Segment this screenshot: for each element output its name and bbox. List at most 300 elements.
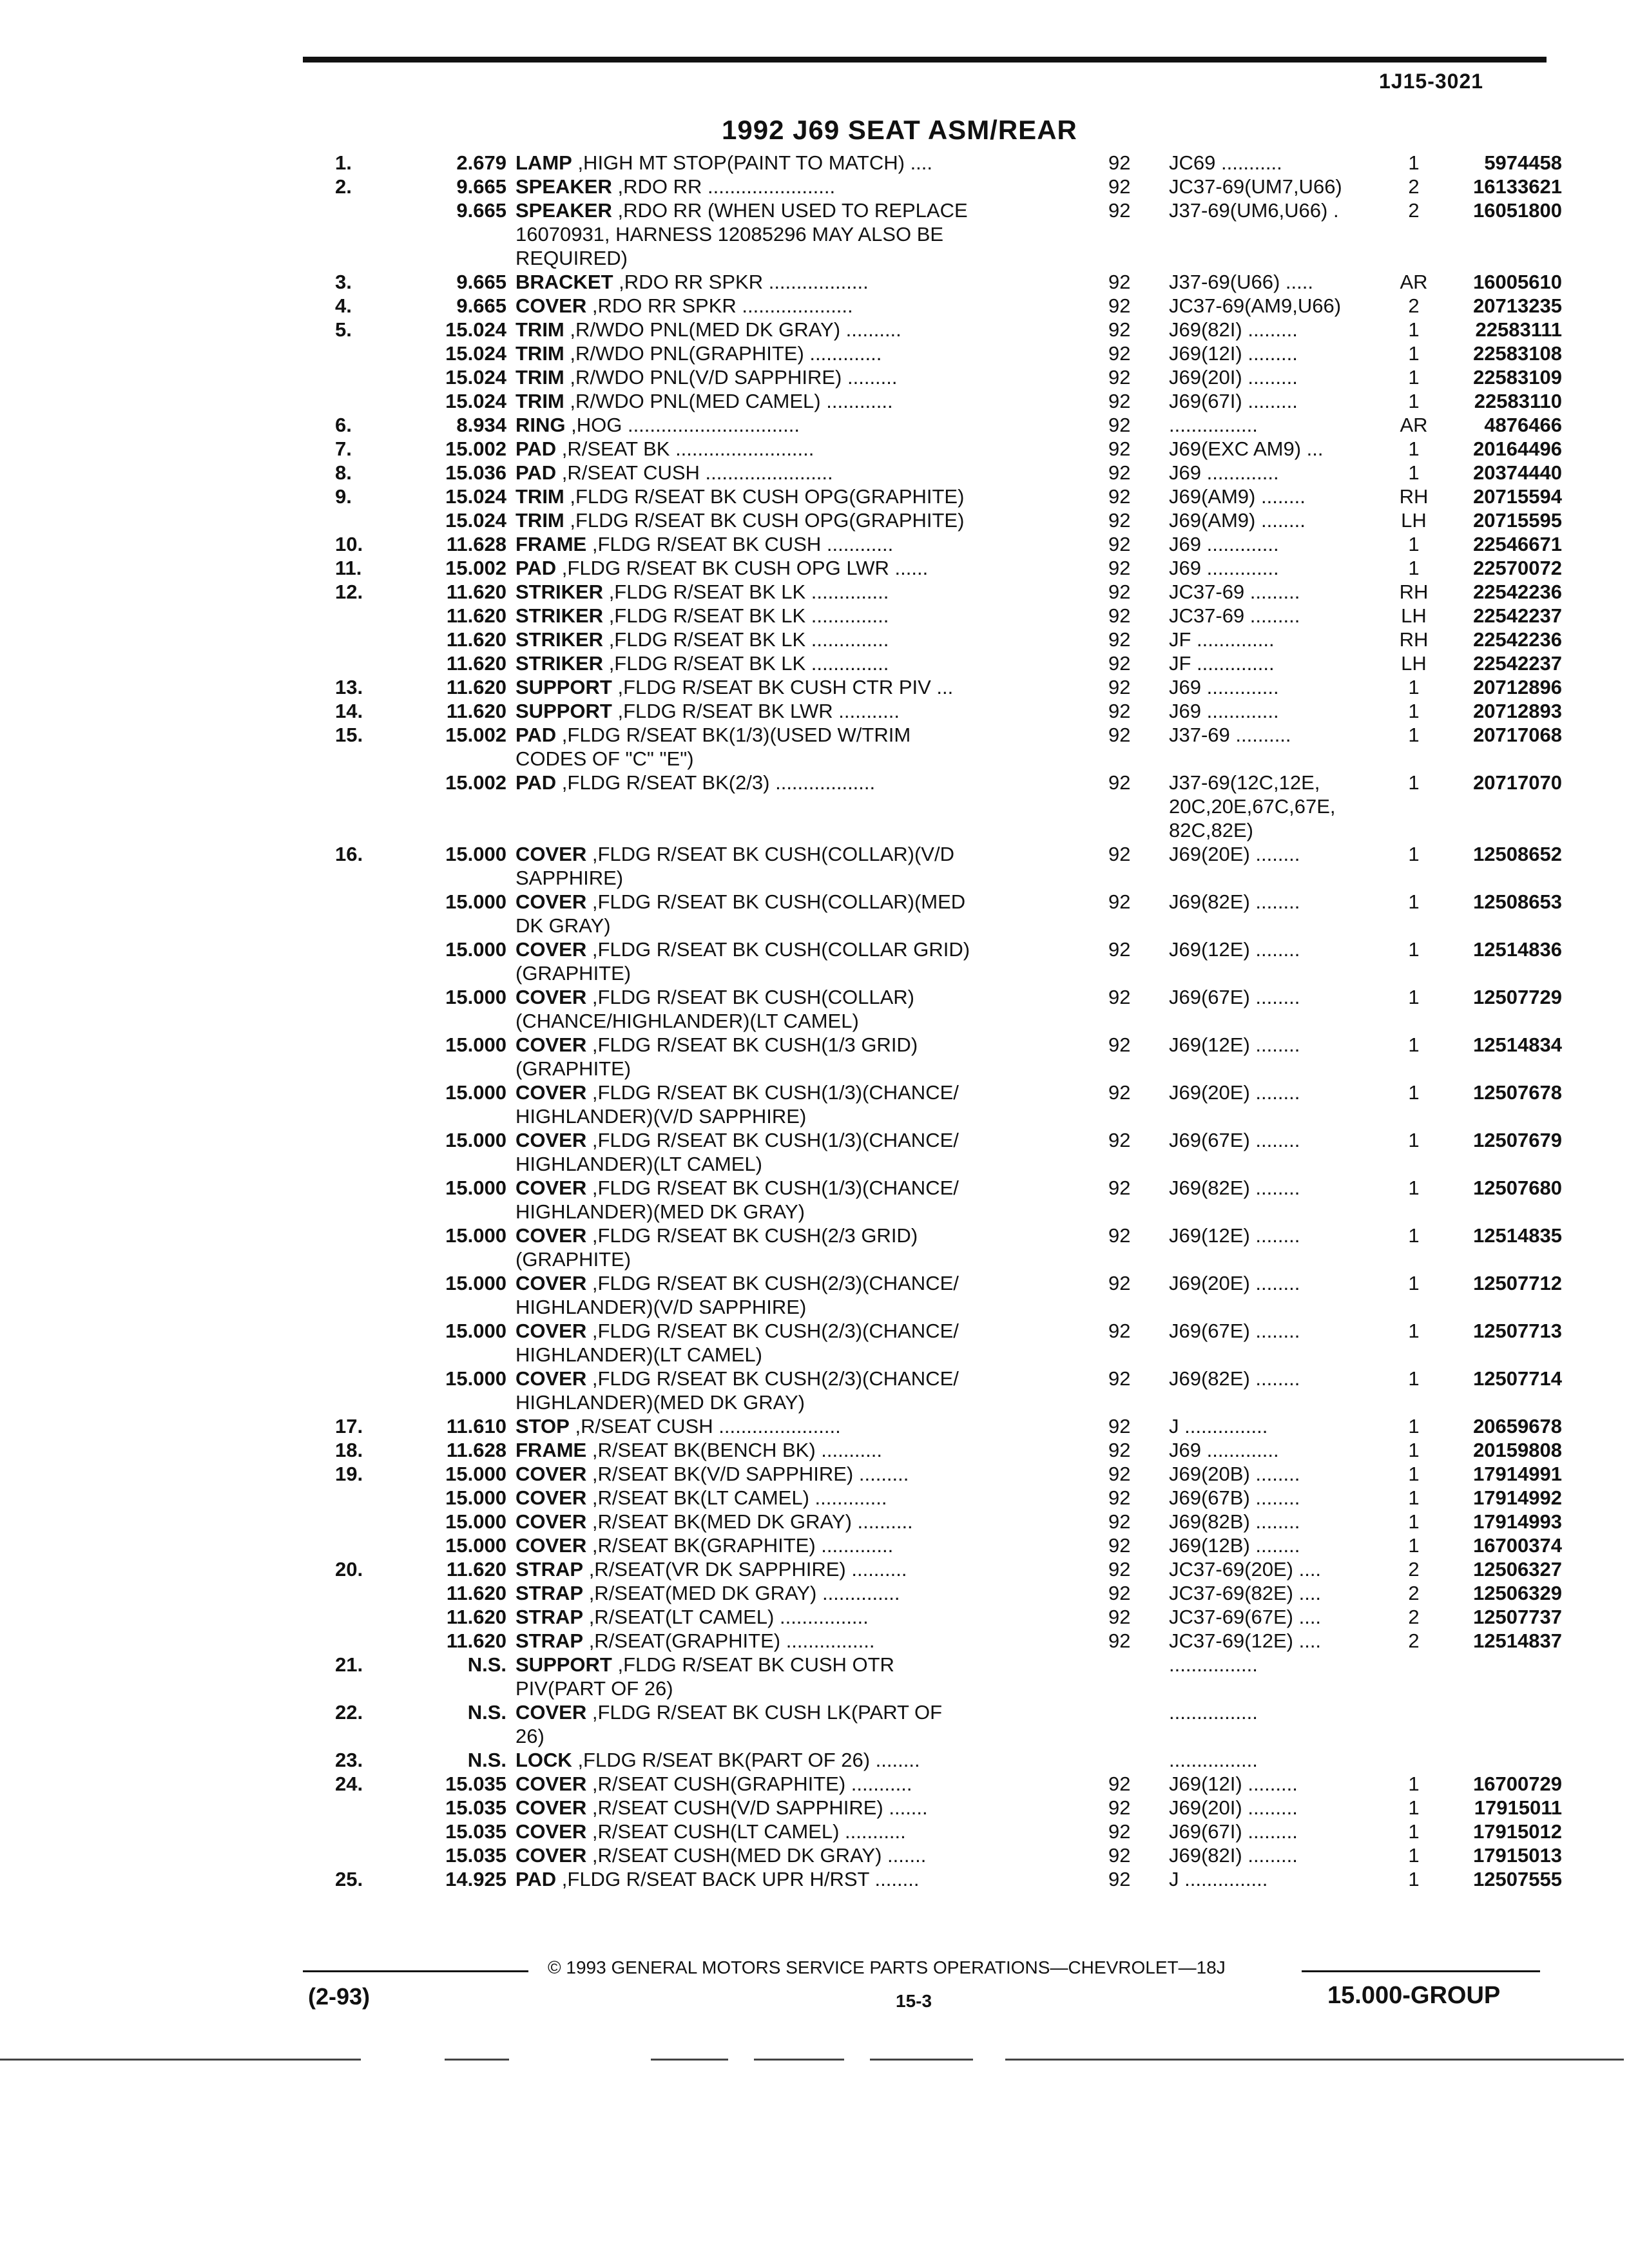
description (516, 1581, 1089, 1605)
description (516, 461, 1089, 485)
model-year: 92 (1108, 1796, 1131, 1819)
group-number-cell: 15.024 (445, 366, 506, 389)
model-year: 92 (1108, 151, 1131, 174)
page-number: 15-3 (896, 1991, 932, 2011)
description (516, 294, 1089, 318)
quantity: 2 (1408, 1582, 1420, 1604)
model-year: 92 (1108, 1463, 1131, 1485)
description (516, 1033, 1089, 1081)
part-name: LOCK (516, 1749, 572, 1771)
model-codes: J ............... (1169, 1415, 1268, 1437)
part-name: COVER (516, 1224, 587, 1247)
model-codes: JC37-69 ......... (1169, 581, 1300, 603)
part-detail: ,R/SEAT CUSH(GRAPHITE) ........... (586, 1773, 912, 1795)
page-code: 1J15-3021 (1379, 70, 1484, 93)
model-codes: ................ (1169, 1653, 1258, 1676)
description (516, 1557, 1089, 1581)
part-row (335, 175, 1562, 198)
description (516, 1533, 1089, 1557)
description (516, 318, 1089, 341)
part-number: 12514836 (1473, 938, 1562, 961)
part-name: STRAP (516, 1582, 584, 1604)
part-row (335, 1653, 1559, 1700)
group-number-cell: N.S. (467, 1701, 506, 1724)
part-row (335, 699, 1562, 723)
description (516, 1414, 1089, 1438)
part-number: 22583110 (1474, 390, 1562, 412)
part-detail: ,FLDG R/SEAT BK(2/3) .................. (556, 771, 876, 794)
part-name: COVER (516, 1463, 587, 1485)
part-detail: ,FLDG R/SEAT BK(1/3)(USED W/TRIM CODES OF "C" "E") (516, 724, 911, 770)
footer-rule-right (1302, 1970, 1540, 1972)
quantity: LH (1401, 509, 1427, 532)
description (516, 1128, 1089, 1176)
part-name: SPEAKER (516, 199, 612, 222)
part-name: COVER (516, 1177, 587, 1199)
quantity: AR (1400, 414, 1428, 436)
part-number: 22583108 (1473, 342, 1562, 365)
part-row (335, 1224, 1562, 1271)
part-name: PAD (516, 771, 557, 794)
model-year: 92 (1108, 1773, 1131, 1795)
quantity: 1 (1408, 1868, 1420, 1890)
part-number: 16005610 (1473, 271, 1562, 293)
part-row (335, 1367, 1562, 1414)
group-number-cell: 11.620 (446, 652, 506, 675)
part-detail: ,HOG ............................... (565, 414, 800, 436)
quantity: 1 (1408, 1820, 1420, 1843)
model-year: 92 (1108, 1606, 1131, 1628)
group-number-cell: 14.925 (445, 1868, 506, 1890)
model-year: 92 (1108, 1558, 1131, 1581)
model-codes: J69(20E) ........ (1169, 1272, 1300, 1294)
part-number: 12507729 (1473, 986, 1562, 1008)
group-number-cell: 9.665 (456, 271, 506, 293)
part-name: COVER (516, 1272, 587, 1294)
group-number-cell: 11.620 (446, 628, 506, 651)
description (516, 1748, 1089, 1772)
description (516, 413, 1089, 437)
part-detail: ,R/SEAT BK ......................... (556, 437, 815, 460)
model-codes: J69(67E) ........ (1169, 986, 1300, 1008)
part-name: COVER (516, 294, 587, 317)
description (516, 1605, 1089, 1629)
quantity: 1 (1408, 1534, 1420, 1557)
quantity: RH (1399, 628, 1429, 651)
model-codes: J37-69(U66) ..... (1169, 271, 1313, 293)
part-detail: ,R/SEAT CUSH ...................... (569, 1415, 841, 1437)
part-name: COVER (516, 1081, 587, 1104)
part-row (335, 341, 1562, 365)
model-codes: J69 ............. (1169, 700, 1279, 722)
group-number-cell: 15.035 (445, 1820, 506, 1843)
part-detail: ,R/SEAT CUSH(V/D SAPPHIRE) ....... (586, 1796, 928, 1819)
part-detail: ,R/SEAT BK(LT CAMEL) ............. (586, 1486, 887, 1509)
description (516, 556, 1089, 580)
quantity: 1 (1408, 1129, 1420, 1151)
part-row (335, 1081, 1562, 1128)
part-name: TRIM (516, 366, 564, 389)
part-number: 22542237 (1473, 604, 1562, 627)
part-detail: ,RDO RR (WHEN USED TO REPLACE 16070931, HARNESS 12085296 MAY ALSO BE REQUIRED) (516, 199, 968, 269)
part-name: STRAP (516, 1629, 584, 1652)
part-row (335, 1533, 1562, 1557)
model-year: 92 (1108, 676, 1131, 698)
model-codes: JC37-69(20E) .... (1169, 1558, 1322, 1581)
group-number-cell: 15.024 (445, 342, 506, 365)
part-number: 20715595 (1473, 509, 1562, 532)
description (516, 437, 1089, 461)
model-codes: J69 ............. (1169, 533, 1279, 555)
model-year: 92 (1108, 628, 1131, 651)
group-number-cell: 11.620 (446, 1629, 506, 1652)
part-name: STRIKER (516, 604, 604, 627)
part-detail: ,RDO RR SPKR .................... (586, 294, 853, 317)
quantity: 1 (1408, 771, 1420, 794)
part-detail: ,R/WDO PNL(MED DK GRAY) .......... (564, 318, 901, 341)
quantity: 1 (1408, 1463, 1420, 1485)
part-name: COVER (516, 890, 587, 913)
description (516, 937, 1089, 985)
group-number-cell: 15.002 (445, 437, 506, 460)
part-number: 20715594 (1473, 485, 1562, 508)
part-detail: ,FLDG R/SEAT BK CUSH OPG LWR ...... (556, 557, 929, 579)
part-name: PAD (516, 461, 557, 484)
revision-date: (2-93) (308, 1983, 371, 2010)
part-detail: ,FLDG R/SEAT BK CUSH(COLLAR GRID) (GRAPHITE) (516, 938, 970, 985)
part-name: STRIKER (516, 652, 604, 675)
model-year: 92 (1108, 843, 1131, 865)
group-number-cell: 9.665 (456, 175, 506, 198)
ref-number: 22. (335, 1701, 363, 1724)
part-row (335, 413, 1562, 437)
description (516, 1843, 1089, 1867)
part-name: COVER (516, 1773, 587, 1795)
part-name: COVER (516, 1129, 587, 1151)
part-row (335, 1629, 1562, 1653)
model-codes: J69(20E) ........ (1169, 843, 1300, 865)
part-detail: ,FLDG R/SEAT BK CUSH(COLLAR) (CHANCE/HIGHLANDER)(LT CAMEL) (516, 986, 914, 1032)
group-number-cell: N.S. (467, 1653, 506, 1676)
model-year: 92 (1108, 271, 1131, 293)
part-detail: ,FLDG R/SEAT BK CUSH(COLLAR)(V/D SAPPHIRE) (516, 843, 954, 889)
part-row (335, 842, 1562, 890)
model-codes: ................ (1169, 1749, 1258, 1771)
part-detail: ,FLDG R/SEAT BK(PART OF 26) ........ (572, 1749, 920, 1771)
part-number: 12514837 (1473, 1629, 1562, 1652)
part-row (335, 1581, 1562, 1605)
part-row (335, 1319, 1562, 1367)
group-number-cell: 15.000 (445, 890, 506, 913)
part-number: 20164496 (1473, 437, 1562, 460)
model-year: 92 (1108, 1844, 1131, 1867)
quantity: 1 (1408, 1081, 1420, 1104)
part-number: 20659678 (1473, 1415, 1562, 1437)
description (516, 1486, 1089, 1510)
model-year: 92 (1108, 604, 1131, 627)
quantity: 1 (1408, 700, 1420, 722)
model-year: 92 (1108, 461, 1131, 484)
model-year: 92 (1108, 533, 1131, 555)
model-year: 92 (1108, 986, 1131, 1008)
part-detail: ,R/SEAT(VR DK SAPPHIRE) .......... (583, 1558, 907, 1581)
model-year: 92 (1108, 581, 1131, 603)
part-row (335, 1605, 1562, 1629)
ref-number: 16. (335, 843, 363, 865)
description (516, 1271, 1089, 1319)
model-year: 92 (1108, 342, 1131, 365)
quantity: 2 (1408, 199, 1420, 222)
group-number-cell: 11.610 (446, 1415, 506, 1437)
part-detail: ,R/SEAT(LT CAMEL) ................ (583, 1606, 869, 1628)
part-detail: ,R/SEAT CUSH(LT CAMEL) ........... (586, 1820, 906, 1843)
group-number-cell: 15.000 (445, 843, 506, 865)
model-codes: J69(82E) ........ (1169, 1177, 1300, 1199)
model-year: 92 (1108, 294, 1131, 317)
part-number: 12514835 (1473, 1224, 1562, 1247)
quantity: 1 (1408, 151, 1420, 174)
model-codes: J69(EXC AM9) ... (1169, 437, 1324, 460)
part-row (335, 890, 1562, 937)
part-name: RING (516, 414, 566, 436)
part-number: 20159808 (1473, 1439, 1562, 1461)
bottom-rule-6 (1005, 2059, 1624, 2061)
model-codes: J37-69(12C,12E, 20C,20E,67C,67E, 82C,82E) (1169, 771, 1336, 841)
part-detail: ,FLDG R/SEAT BK CUSH OTR PIV(PART OF 26) (516, 1653, 894, 1700)
model-year: 92 (1108, 175, 1131, 198)
group-number-cell: 15.000 (445, 1224, 506, 1247)
model-codes: J69(82I) ......... (1169, 318, 1298, 341)
model-codes: J69(12E) ........ (1169, 938, 1300, 961)
part-name: STOP (516, 1415, 570, 1437)
quantity: RH (1399, 581, 1429, 603)
group-number-cell: 15.000 (445, 1367, 506, 1390)
parts-list (335, 151, 1562, 1891)
group-number-cell: 11.628 (446, 1439, 506, 1461)
group-number-cell: 15.035 (445, 1796, 506, 1819)
part-number: 17914991 (1473, 1463, 1562, 1485)
bottom-rule-3 (651, 2059, 728, 2061)
part-detail: ,R/WDO PNL(GRAPHITE) ............. (564, 342, 882, 365)
model-year: 92 (1108, 1272, 1131, 1294)
part-row (335, 532, 1562, 556)
model-year: 92 (1108, 724, 1131, 746)
part-name: TRIM (516, 390, 564, 412)
model-year: 92 (1108, 1415, 1131, 1437)
part-name: COVER (516, 986, 587, 1008)
part-row (335, 389, 1562, 413)
model-codes: JF .............. (1169, 652, 1275, 675)
ref-number: 23. (335, 1749, 363, 1771)
group-number-cell: 11.620 (446, 1606, 506, 1628)
part-name: COVER (516, 1820, 587, 1843)
part-row (335, 1128, 1562, 1176)
description (516, 532, 1089, 556)
part-name: TRIM (516, 509, 564, 532)
description (516, 985, 1089, 1033)
part-detail: ,FLDG R/SEAT BK CUSH(1/3)(CHANCE/ HIGHLANDER)(V/D SAPPHIRE) (516, 1081, 959, 1128)
description (516, 890, 1089, 937)
part-detail: ,FLDG R/SEAT BK CUSH(2/3 GRID) (GRAPHITE) (516, 1224, 918, 1271)
ref-number: 19. (335, 1463, 363, 1485)
part-number: 16133621 (1473, 175, 1562, 198)
model-year: 92 (1108, 1129, 1131, 1151)
part-detail: ,RDO RR SPKR .................. (613, 271, 869, 293)
part-row (335, 318, 1562, 341)
description (516, 1367, 1089, 1414)
model-year: 92 (1108, 1177, 1131, 1199)
group-number-cell: 11.620 (446, 1558, 506, 1581)
group-number-cell: 15.024 (445, 509, 506, 532)
part-name: STRAP (516, 1606, 584, 1628)
model-codes: J69(67I) ......... (1169, 390, 1298, 412)
part-detail: ,R/WDO PNL(V/D SAPPHIRE) ......... (564, 366, 898, 389)
part-number: 4876466 (1484, 414, 1562, 436)
model-codes: J69 ............. (1169, 461, 1279, 484)
model-codes: J37-69 .......... (1169, 724, 1291, 746)
model-codes: J69 ............. (1169, 1439, 1279, 1461)
part-row (335, 723, 1562, 771)
model-codes: J69(12E) ........ (1169, 1033, 1300, 1056)
part-name: PAD (516, 557, 557, 579)
part-number: 22542236 (1473, 628, 1562, 651)
part-number: 20717068 (1473, 724, 1562, 746)
group-number-cell: 15.000 (445, 938, 506, 961)
model-year: 92 (1108, 890, 1131, 913)
description (516, 1653, 1089, 1700)
part-name: COVER (516, 1486, 587, 1509)
model-codes: J69(67E) ........ (1169, 1129, 1300, 1151)
group-number-cell: 15.000 (445, 1534, 506, 1557)
model-codes: J69(20I) ......... (1169, 1796, 1298, 1819)
part-row (335, 1438, 1562, 1462)
part-row (335, 1772, 1562, 1796)
model-year: 92 (1108, 1534, 1131, 1557)
model-codes: JC37-69(AM9,U66) (1169, 294, 1342, 317)
group-number-cell: 15.002 (445, 557, 506, 579)
model-codes: J69(20E) ........ (1169, 1081, 1300, 1104)
part-number: 12507712 (1473, 1272, 1562, 1294)
part-row (335, 1700, 1559, 1748)
quantity: 1 (1408, 1510, 1420, 1533)
model-codes: J69(12B) ........ (1169, 1534, 1300, 1557)
model-year: 92 (1108, 485, 1131, 508)
part-name: SUPPORT (516, 1653, 612, 1676)
part-name: COVER (516, 1320, 587, 1342)
model-codes: JC37-69(UM7,U66) (1169, 175, 1342, 198)
group-number: 15.000-GROUP (1327, 1982, 1501, 2009)
model-codes: J37-69(UM6,U66) . (1169, 199, 1339, 222)
quantity: 2 (1408, 1629, 1420, 1652)
description (516, 270, 1089, 294)
part-row (335, 651, 1562, 675)
model-year: 92 (1108, 509, 1131, 532)
group-number-cell: 11.628 (446, 533, 506, 555)
quantity: 1 (1408, 986, 1420, 1008)
part-name: FRAME (516, 533, 587, 555)
part-name: STRIKER (516, 628, 604, 651)
part-number: 22583109 (1473, 366, 1562, 389)
description (516, 485, 1089, 508)
description (516, 771, 1089, 794)
part-name: SPEAKER (516, 175, 612, 198)
part-detail: ,R/SEAT(MED DK GRAY) .............. (583, 1582, 900, 1604)
ref-number: 7. (335, 437, 352, 460)
quantity: 1 (1408, 1033, 1420, 1056)
model-codes: J69(12I) ......... (1169, 1773, 1298, 1795)
part-name: COVER (516, 1033, 587, 1056)
quantity: 1 (1408, 890, 1420, 913)
part-number: 12506327 (1473, 1558, 1562, 1581)
model-codes: J69(AM9) ........ (1169, 509, 1306, 532)
part-number: 20712896 (1473, 676, 1562, 698)
part-number: 17914993 (1473, 1510, 1562, 1533)
quantity: 1 (1408, 1439, 1420, 1461)
part-name: STRAP (516, 1558, 584, 1581)
part-name: COVER (516, 1534, 587, 1557)
ref-number: 12. (335, 581, 363, 603)
part-number: 22570072 (1473, 557, 1562, 579)
part-detail: ,R/SEAT CUSH(MED DK GRAY) ....... (586, 1844, 927, 1867)
quantity: 1 (1408, 1486, 1420, 1509)
part-name: COVER (516, 1796, 587, 1819)
quantity: 1 (1408, 676, 1420, 698)
part-row (335, 1843, 1562, 1867)
part-number: 22542236 (1473, 581, 1562, 603)
part-number: 5974458 (1484, 151, 1562, 174)
model-year: 92 (1108, 1582, 1131, 1604)
part-row (335, 461, 1562, 485)
description (516, 651, 1089, 675)
part-detail: ,FLDG R/SEAT BK CUSH(2/3)(CHANCE/ HIGHLANDER)(MED DK GRAY) (516, 1367, 959, 1414)
bottom-rule-4 (754, 2059, 844, 2061)
part-detail: ,R/SEAT BK(BENCH BK) ........... (586, 1439, 882, 1461)
ref-number: 24. (335, 1773, 363, 1795)
part-name: FRAME (516, 1439, 587, 1461)
group-number-cell: 15.002 (445, 771, 506, 794)
part-number: 22542237 (1473, 652, 1562, 675)
quantity: AR (1400, 271, 1428, 293)
description (516, 389, 1089, 413)
part-detail: ,R/SEAT CUSH ....................... (556, 461, 833, 484)
model-year: 92 (1108, 1439, 1131, 1461)
part-number: 20712893 (1473, 700, 1562, 722)
quantity: 1 (1408, 1320, 1420, 1342)
part-row (335, 1462, 1562, 1486)
group-number-cell: 15.024 (445, 485, 506, 508)
part-detail: ,R/SEAT BK(GRAPHITE) ............. (586, 1534, 894, 1557)
model-codes: J69(82E) ........ (1169, 1367, 1300, 1390)
ref-number: 15. (335, 724, 363, 746)
description (516, 1629, 1089, 1653)
part-detail: ,FLDG R/SEAT BK LK .............. (603, 604, 889, 627)
part-row (335, 1796, 1562, 1820)
model-codes: J69(AM9) ........ (1169, 485, 1306, 508)
model-codes: J69(67E) ........ (1169, 1320, 1300, 1342)
model-year: 92 (1108, 557, 1131, 579)
quantity: 1 (1408, 1773, 1420, 1795)
group-number-cell: 11.620 (446, 1582, 506, 1604)
part-name: SUPPORT (516, 700, 612, 722)
model-year: 92 (1108, 366, 1131, 389)
part-name: COVER (516, 1844, 587, 1867)
part-detail: ,FLDG R/SEAT BK CUSH(2/3)(CHANCE/ HIGHLANDER)(V/D SAPPHIRE) (516, 1272, 959, 1318)
description (516, 723, 1089, 771)
part-name: BRACKET (516, 271, 613, 293)
part-row (335, 985, 1562, 1033)
ref-number: 3. (335, 271, 352, 293)
model-codes: JC37-69(12E) .... (1169, 1629, 1322, 1652)
